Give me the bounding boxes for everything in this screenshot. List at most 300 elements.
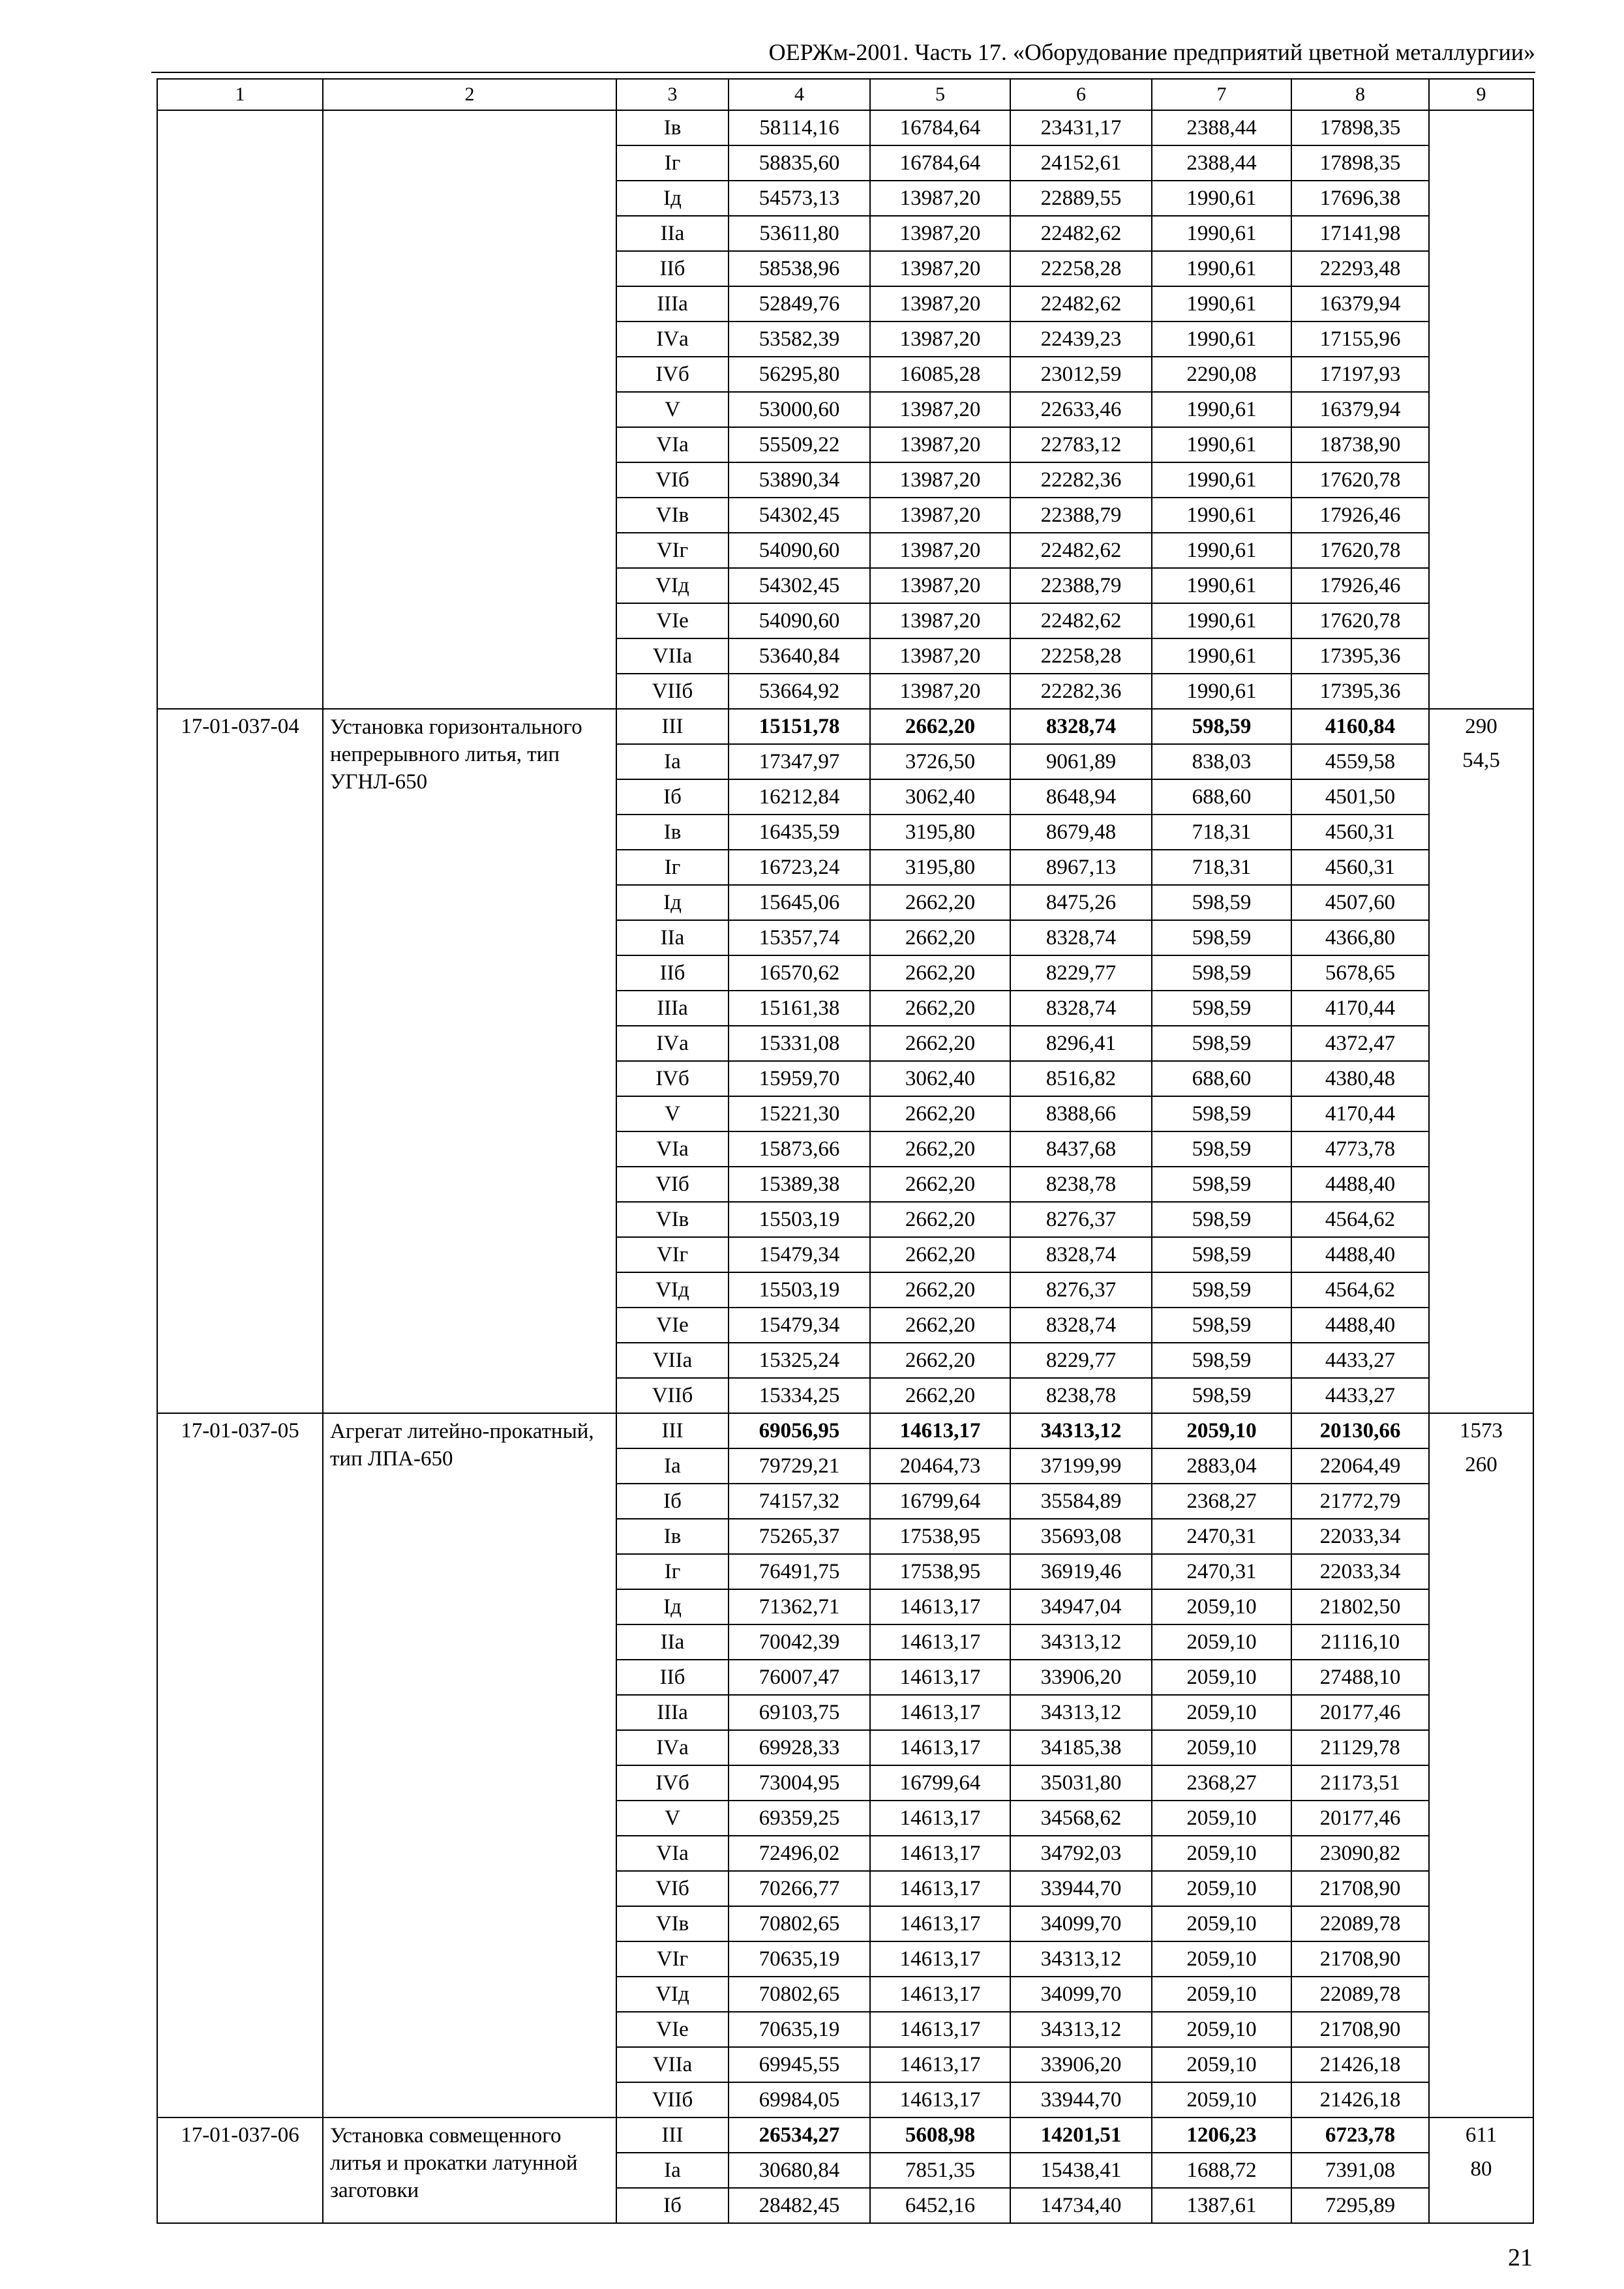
- value-cell: 16435,59: [729, 815, 870, 850]
- value-cell: 26534,27: [729, 2117, 870, 2153]
- value-cell: 2368,27: [1152, 1765, 1291, 1801]
- value-cell: 2470,31: [1152, 1519, 1291, 1554]
- value-cell: 22482,62: [1010, 603, 1152, 638]
- value-cell: 598,59: [1152, 1167, 1291, 1202]
- table-row: [157, 2117, 1533, 2153]
- region-cell: V: [616, 1096, 729, 1131]
- value-cell: 14734,40: [1010, 2188, 1152, 2223]
- value-cell: 2059,10: [1152, 1801, 1291, 1836]
- extra-values-cell: [1429, 110, 1533, 709]
- value-cell: 14613,17: [870, 1730, 1010, 1765]
- value-cell: 23090,82: [1291, 1836, 1429, 1871]
- value-cell: 53000,60: [729, 392, 870, 427]
- value-cell: 8328,74: [1010, 709, 1152, 744]
- value-cell: 54302,45: [729, 498, 870, 533]
- value-cell: 33906,20: [1010, 2047, 1152, 2082]
- value-cell: 2662,20: [870, 1343, 1010, 1378]
- value-cell: 15221,30: [729, 1096, 870, 1131]
- value-cell: 15503,19: [729, 1272, 870, 1308]
- region-cell: VIв: [616, 1906, 729, 1941]
- value-cell: 14613,17: [870, 1906, 1010, 1941]
- region-cell: VIв: [616, 498, 729, 533]
- region-cell: VIб: [616, 1871, 729, 1906]
- value-cell: 2059,10: [1152, 2082, 1291, 2117]
- value-cell: 2059,10: [1152, 1730, 1291, 1765]
- value-cell: 73004,95: [729, 1765, 870, 1801]
- value-cell: 1990,61: [1152, 498, 1291, 533]
- value-cell: 598,59: [1152, 1096, 1291, 1131]
- value-cell: 22033,34: [1291, 1554, 1429, 1589]
- value-cell: 14613,17: [870, 1871, 1010, 1906]
- value-cell: 69945,55: [729, 2047, 870, 2082]
- column-number: 4: [729, 79, 870, 110]
- region-cell: VIIа: [616, 2047, 729, 2082]
- region-cell: Iв: [616, 1519, 729, 1554]
- value-cell: 2662,20: [870, 920, 1010, 955]
- value-cell: 1688,72: [1152, 2153, 1291, 2188]
- value-cell: 4488,40: [1291, 1308, 1429, 1343]
- column-number: 8: [1291, 79, 1429, 110]
- value-cell: 22482,62: [1010, 286, 1152, 322]
- value-cell: 22282,36: [1010, 462, 1152, 498]
- value-cell: 2662,20: [870, 1378, 1010, 1413]
- item-name: Установка горизонтального непрерывного литья, тип УГНЛ-650: [323, 709, 616, 1413]
- value-cell: 70635,19: [729, 1941, 870, 1977]
- value-cell: 15503,19: [729, 1202, 870, 1237]
- item-name: Агрегат литейно-прокатный, тип ЛПА-650: [323, 1413, 616, 2117]
- value-cell: 8229,77: [1010, 1343, 1152, 1378]
- value-cell: 22282,36: [1010, 674, 1152, 709]
- value-cell: 8516,82: [1010, 1061, 1152, 1096]
- region-cell: IIа: [616, 216, 729, 251]
- region-cell: Iб: [616, 1484, 729, 1519]
- value-cell: 17155,96: [1291, 322, 1429, 357]
- value-cell: 14613,17: [870, 1589, 1010, 1624]
- value-cell: 22388,79: [1010, 498, 1152, 533]
- value-cell: 22889,55: [1010, 181, 1152, 216]
- value-cell: 2662,20: [870, 1308, 1010, 1343]
- value-cell: 16212,84: [729, 779, 870, 815]
- value-cell: 72496,02: [729, 1836, 870, 1871]
- value-cell: 74157,32: [729, 1484, 870, 1519]
- region-cell: VIб: [616, 462, 729, 498]
- extra-values-cell: [1429, 2117, 1533, 2223]
- value-cell: 7391,08: [1291, 2153, 1429, 2188]
- value-cell: 598,59: [1152, 1237, 1291, 1272]
- value-cell: 76007,47: [729, 1660, 870, 1695]
- value-cell: 8276,37: [1010, 1272, 1152, 1308]
- value-cell: 4560,31: [1291, 815, 1429, 850]
- region-cell: Iб: [616, 2188, 729, 2223]
- value-cell: 8328,74: [1010, 1237, 1152, 1272]
- value-cell: 14613,17: [870, 2012, 1010, 2047]
- value-cell: 21708,90: [1291, 1871, 1429, 1906]
- value-cell: 1990,61: [1152, 674, 1291, 709]
- value-cell: 69359,25: [729, 1801, 870, 1836]
- value-cell: 22064,49: [1291, 1448, 1429, 1484]
- value-cell: 22388,79: [1010, 568, 1152, 603]
- value-cell: 14201,51: [1010, 2117, 1152, 2153]
- value-cell: 14613,17: [870, 1977, 1010, 2012]
- value-cell: 14613,17: [870, 2047, 1010, 2082]
- value-cell: 1990,61: [1152, 251, 1291, 286]
- region-cell: Iа: [616, 2153, 729, 2188]
- value-cell: 22258,28: [1010, 638, 1152, 674]
- value-cell: 54090,60: [729, 533, 870, 568]
- value-cell: 8967,13: [1010, 850, 1152, 885]
- region-cell: VIг: [616, 1237, 729, 1272]
- rates-table: [157, 78, 1534, 2224]
- column-number-row: [157, 79, 1533, 110]
- region-cell: IVа: [616, 1026, 729, 1061]
- value-cell: 21116,10: [1291, 1624, 1429, 1660]
- value-cell: 34099,70: [1010, 1977, 1152, 2012]
- value-cell: 598,59: [1152, 1308, 1291, 1343]
- value-cell: 13987,20: [870, 568, 1010, 603]
- item-name: [323, 110, 616, 709]
- region-cell: IIIа: [616, 991, 729, 1026]
- value-cell: 54302,45: [729, 568, 870, 603]
- region-cell: Iа: [616, 744, 729, 779]
- value-cell: 5678,65: [1291, 955, 1429, 991]
- value-cell: 33944,70: [1010, 1871, 1152, 1906]
- value-cell: 16723,24: [729, 850, 870, 885]
- region-cell: IVа: [616, 322, 729, 357]
- value-cell: 2662,20: [870, 709, 1010, 744]
- value-cell: 13987,20: [870, 462, 1010, 498]
- value-cell: 8296,41: [1010, 1026, 1152, 1061]
- region-cell: V: [616, 1801, 729, 1836]
- value-cell: 52849,76: [729, 286, 870, 322]
- value-cell: 17898,35: [1291, 110, 1429, 145]
- region-cell: VIд: [616, 568, 729, 603]
- region-cell: IIб: [616, 251, 729, 286]
- value-cell: 69103,75: [729, 1695, 870, 1730]
- value-cell: 13987,20: [870, 674, 1010, 709]
- column-number: 9: [1429, 79, 1533, 110]
- value-cell: 13987,20: [870, 533, 1010, 568]
- value-cell: 70266,77: [729, 1871, 870, 1906]
- value-cell: 2662,20: [870, 1272, 1010, 1308]
- value-cell: 15151,78: [729, 709, 870, 744]
- value-cell: 2662,20: [870, 991, 1010, 1026]
- value-cell: 53611,80: [729, 216, 870, 251]
- value-cell: 22633,46: [1010, 392, 1152, 427]
- value-cell: 6723,78: [1291, 2117, 1429, 2153]
- value-cell: 2470,31: [1152, 1554, 1291, 1589]
- value-cell: 21129,78: [1291, 1730, 1429, 1765]
- value-cell: 2059,10: [1152, 2047, 1291, 2082]
- value-cell: 4773,78: [1291, 1131, 1429, 1167]
- value-cell: 718,31: [1152, 815, 1291, 850]
- value-cell: 17620,78: [1291, 533, 1429, 568]
- value-cell: 17898,35: [1291, 145, 1429, 181]
- region-cell: VIг: [616, 533, 729, 568]
- value-cell: 4170,44: [1291, 1096, 1429, 1131]
- value-cell: 2662,20: [870, 1026, 1010, 1061]
- item-code: 17-01-037-06: [157, 2117, 323, 2223]
- value-cell: 8648,94: [1010, 779, 1152, 815]
- value-cell: 17347,97: [729, 744, 870, 779]
- value-cell: 34313,12: [1010, 1941, 1152, 1977]
- value-cell: 17696,38: [1291, 181, 1429, 216]
- region-cell: IVа: [616, 1730, 729, 1765]
- value-cell: 2662,20: [870, 1131, 1010, 1167]
- value-cell: 598,59: [1152, 1378, 1291, 1413]
- extra-value: 80: [1470, 2157, 1492, 2181]
- value-cell: 21802,50: [1291, 1589, 1429, 1624]
- value-cell: 1990,61: [1152, 286, 1291, 322]
- extra-values-cell: [1429, 709, 1533, 1413]
- value-cell: 22033,34: [1291, 1519, 1429, 1554]
- value-cell: 8388,66: [1010, 1096, 1152, 1131]
- region-cell: IVб: [616, 1765, 729, 1801]
- value-cell: 20177,46: [1291, 1801, 1429, 1836]
- value-cell: 1990,61: [1152, 603, 1291, 638]
- value-cell: 13987,20: [870, 322, 1010, 357]
- item-name: Установка совмещенного литья и прокатки латунной заготовки: [323, 2117, 616, 2223]
- value-cell: 34313,12: [1010, 2012, 1152, 2047]
- value-cell: 598,59: [1152, 885, 1291, 920]
- item-code: 17-01-037-05: [157, 1413, 323, 2117]
- value-cell: 22783,12: [1010, 427, 1152, 462]
- value-cell: 6452,16: [870, 2188, 1010, 2223]
- value-cell: 17620,78: [1291, 462, 1429, 498]
- region-cell: Iг: [616, 1554, 729, 1589]
- value-cell: 16784,64: [870, 145, 1010, 181]
- value-cell: 16799,64: [870, 1765, 1010, 1801]
- value-cell: 3726,50: [870, 744, 1010, 779]
- value-cell: 14613,17: [870, 2082, 1010, 2117]
- value-cell: 1990,61: [1152, 533, 1291, 568]
- value-cell: 8437,68: [1010, 1131, 1152, 1167]
- region-cell: VIIб: [616, 674, 729, 709]
- value-cell: 15479,34: [729, 1308, 870, 1343]
- value-cell: 34313,12: [1010, 1695, 1152, 1730]
- value-cell: 14613,17: [870, 1413, 1010, 1448]
- value-cell: 35031,80: [1010, 1765, 1152, 1801]
- value-cell: 2059,10: [1152, 1941, 1291, 1977]
- value-cell: 9061,89: [1010, 744, 1152, 779]
- value-cell: 17620,78: [1291, 603, 1429, 638]
- value-cell: 4366,80: [1291, 920, 1429, 955]
- value-cell: 8328,74: [1010, 991, 1152, 1026]
- value-cell: 2059,10: [1152, 1695, 1291, 1730]
- value-cell: 20177,46: [1291, 1695, 1429, 1730]
- table-row: [157, 1413, 1533, 1448]
- value-cell: 718,31: [1152, 850, 1291, 885]
- value-cell: 53640,84: [729, 638, 870, 674]
- value-cell: 13987,20: [870, 498, 1010, 533]
- value-cell: 53582,39: [729, 322, 870, 357]
- value-cell: 8238,78: [1010, 1378, 1152, 1413]
- value-cell: 34313,12: [1010, 1624, 1152, 1660]
- region-cell: VIе: [616, 1308, 729, 1343]
- region-cell: VIд: [616, 1977, 729, 2012]
- value-cell: 34792,03: [1010, 1836, 1152, 1871]
- value-cell: 2662,20: [870, 1237, 1010, 1272]
- value-cell: 2059,10: [1152, 1836, 1291, 1871]
- value-cell: 1387,61: [1152, 2188, 1291, 2223]
- value-cell: 70802,65: [729, 1977, 870, 2012]
- region-cell: IIб: [616, 955, 729, 991]
- value-cell: 13987,20: [870, 392, 1010, 427]
- region-cell: Iб: [616, 779, 729, 815]
- value-cell: 1990,61: [1152, 568, 1291, 603]
- value-cell: 17395,36: [1291, 674, 1429, 709]
- value-cell: 69928,33: [729, 1730, 870, 1765]
- region-cell: VIа: [616, 1131, 729, 1167]
- value-cell: 15161,38: [729, 991, 870, 1026]
- region-cell: VIд: [616, 1272, 729, 1308]
- value-cell: 22089,78: [1291, 1977, 1429, 2012]
- value-cell: 22293,48: [1291, 251, 1429, 286]
- value-cell: 53890,34: [729, 462, 870, 498]
- region-cell: III: [616, 709, 729, 744]
- value-cell: 14613,17: [870, 1836, 1010, 1871]
- value-cell: 20130,66: [1291, 1413, 1429, 1448]
- value-cell: 58835,60: [729, 145, 870, 181]
- region-cell: IIб: [616, 1660, 729, 1695]
- value-cell: 15325,24: [729, 1343, 870, 1378]
- value-cell: 20464,73: [870, 1448, 1010, 1484]
- value-cell: 14613,17: [870, 1660, 1010, 1695]
- extra-value: 611: [1465, 2123, 1497, 2147]
- value-cell: 17197,93: [1291, 357, 1429, 392]
- value-cell: 4170,44: [1291, 991, 1429, 1026]
- value-cell: 13987,20: [870, 427, 1010, 462]
- value-cell: 23431,17: [1010, 110, 1152, 145]
- value-cell: 21708,90: [1291, 1941, 1429, 1977]
- value-cell: 15645,06: [729, 885, 870, 920]
- value-cell: 598,59: [1152, 1131, 1291, 1167]
- value-cell: 2388,44: [1152, 145, 1291, 181]
- value-cell: 34947,04: [1010, 1589, 1152, 1624]
- column-number: 7: [1152, 79, 1291, 110]
- region-cell: VIе: [616, 2012, 729, 2047]
- region-cell: VIIб: [616, 2082, 729, 2117]
- value-cell: 70802,65: [729, 1906, 870, 1941]
- column-number: 6: [1010, 79, 1152, 110]
- value-cell: 2883,04: [1152, 1448, 1291, 1484]
- value-cell: 4433,27: [1291, 1343, 1429, 1378]
- value-cell: 4564,62: [1291, 1272, 1429, 1308]
- value-cell: 598,59: [1152, 1343, 1291, 1378]
- region-cell: Iв: [616, 815, 729, 850]
- value-cell: 2662,20: [870, 885, 1010, 920]
- region-cell: VIе: [616, 603, 729, 638]
- value-cell: 13987,20: [870, 216, 1010, 251]
- region-cell: VIб: [616, 1167, 729, 1202]
- value-cell: 76491,75: [729, 1554, 870, 1589]
- region-cell: IIIа: [616, 1695, 729, 1730]
- region-cell: VIIа: [616, 1343, 729, 1378]
- value-cell: 16379,94: [1291, 392, 1429, 427]
- value-cell: 79729,21: [729, 1448, 870, 1484]
- column-number: 3: [616, 79, 729, 110]
- value-cell: 2662,20: [870, 1096, 1010, 1131]
- value-cell: 15357,74: [729, 920, 870, 955]
- value-cell: 4560,31: [1291, 850, 1429, 885]
- value-cell: 1206,23: [1152, 2117, 1291, 2153]
- region-cell: Iд: [616, 885, 729, 920]
- value-cell: 1990,61: [1152, 638, 1291, 674]
- value-cell: 2388,44: [1152, 110, 1291, 145]
- region-cell: III: [616, 2117, 729, 2153]
- value-cell: 13987,20: [870, 251, 1010, 286]
- value-cell: 21173,51: [1291, 1765, 1429, 1801]
- value-cell: 16570,62: [729, 955, 870, 991]
- value-cell: 35693,08: [1010, 1519, 1152, 1554]
- value-cell: 598,59: [1152, 1026, 1291, 1061]
- value-cell: 36919,46: [1010, 1554, 1152, 1589]
- value-cell: 598,59: [1152, 709, 1291, 744]
- value-cell: 17141,98: [1291, 216, 1429, 251]
- value-cell: 1990,61: [1152, 216, 1291, 251]
- value-cell: 2059,10: [1152, 1906, 1291, 1941]
- region-cell: III: [616, 1413, 729, 1448]
- value-cell: 37199,99: [1010, 1448, 1152, 1484]
- region-cell: VIIб: [616, 1378, 729, 1413]
- value-cell: 22439,23: [1010, 322, 1152, 357]
- value-cell: 14613,17: [870, 1624, 1010, 1660]
- value-cell: 4559,58: [1291, 744, 1429, 779]
- region-cell: IIа: [616, 1624, 729, 1660]
- region-cell: IIа: [616, 920, 729, 955]
- value-cell: 598,59: [1152, 955, 1291, 991]
- value-cell: 54573,13: [729, 181, 870, 216]
- value-cell: 1990,61: [1152, 392, 1291, 427]
- value-cell: 16085,28: [870, 357, 1010, 392]
- region-cell: VIв: [616, 1202, 729, 1237]
- value-cell: 17538,95: [870, 1554, 1010, 1589]
- value-cell: 53664,92: [729, 674, 870, 709]
- value-cell: 13987,20: [870, 181, 1010, 216]
- item-code: 17-01-037-04: [157, 709, 323, 1413]
- value-cell: 21708,90: [1291, 2012, 1429, 2047]
- value-cell: 688,60: [1152, 1061, 1291, 1096]
- table-row: [157, 709, 1533, 744]
- value-cell: 4488,40: [1291, 1237, 1429, 1272]
- region-cell: Iв: [616, 110, 729, 145]
- value-cell: 69984,05: [729, 2082, 870, 2117]
- value-cell: 34568,62: [1010, 1801, 1152, 1836]
- value-cell: 22258,28: [1010, 251, 1152, 286]
- value-cell: 1990,61: [1152, 462, 1291, 498]
- value-cell: 688,60: [1152, 779, 1291, 815]
- region-cell: Iг: [616, 145, 729, 181]
- value-cell: 13987,20: [870, 603, 1010, 638]
- value-cell: 21426,18: [1291, 2047, 1429, 2082]
- value-cell: 70635,19: [729, 2012, 870, 2047]
- value-cell: 2059,10: [1152, 2012, 1291, 2047]
- extra-value: 260: [1465, 1453, 1497, 1476]
- region-cell: IVб: [616, 357, 729, 392]
- value-cell: 7295,89: [1291, 2188, 1429, 2223]
- value-cell: 58538,96: [729, 251, 870, 286]
- value-cell: 2059,10: [1152, 1413, 1291, 1448]
- value-cell: 56295,80: [729, 357, 870, 392]
- region-cell: V: [616, 392, 729, 427]
- value-cell: 23012,59: [1010, 357, 1152, 392]
- value-cell: 54090,60: [729, 603, 870, 638]
- value-cell: 3195,80: [870, 850, 1010, 885]
- value-cell: 15389,38: [729, 1167, 870, 1202]
- region-cell: VIг: [616, 1941, 729, 1977]
- value-cell: 27488,10: [1291, 1660, 1429, 1695]
- column-number: 1: [157, 79, 323, 110]
- region-cell: VIа: [616, 1836, 729, 1871]
